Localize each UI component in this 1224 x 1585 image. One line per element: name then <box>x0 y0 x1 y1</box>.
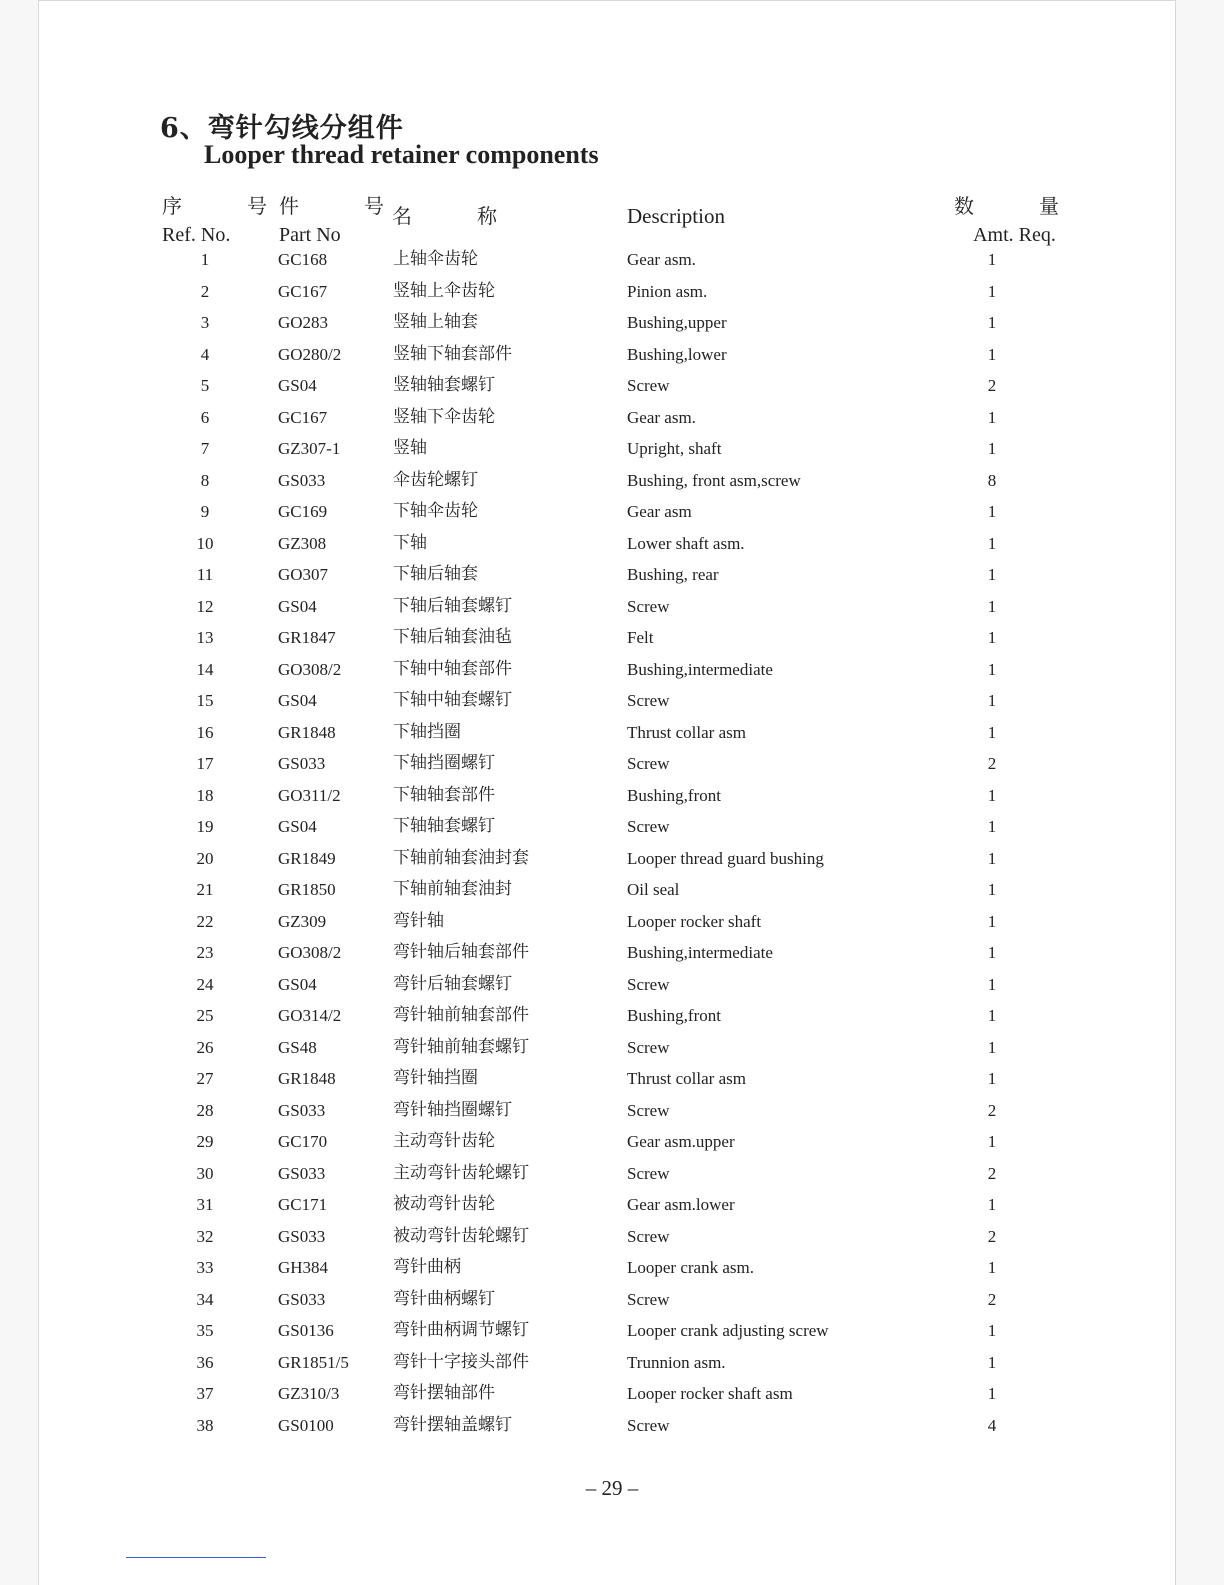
ref-cell: 33 <box>196 1258 214 1277</box>
name-cn-cell: 弯针摆轴盖螺钉 <box>393 1414 512 1435</box>
ref-cell: 27 <box>196 1069 214 1088</box>
name-cn-cell: 下轴 <box>393 532 427 553</box>
header-amount <box>940 193 1089 249</box>
description-cell: Screw <box>627 1100 670 1120</box>
ref-cell: 15 <box>196 691 214 710</box>
part-no-cell: GS04 <box>278 376 317 395</box>
table-row <box>0 465 1224 497</box>
name-cn-cell: 竖轴下伞齿轮 <box>393 406 495 427</box>
ref-cell: 28 <box>196 1100 214 1120</box>
table-row <box>0 307 1224 339</box>
table-row <box>0 1347 1224 1379</box>
part-no-cell: GO283 <box>278 313 329 332</box>
amount-cell: 1 <box>987 439 997 458</box>
part-no-cell: GC169 <box>278 502 328 521</box>
part-no-cell: GZ308 <box>278 533 327 553</box>
table-row <box>0 370 1224 402</box>
table-row <box>0 1410 1224 1442</box>
table-row <box>0 1126 1224 1158</box>
description-cell: Screw <box>627 376 670 395</box>
name-cn-cell: 主动弯针齿轮螺钉 <box>393 1162 529 1183</box>
amount-cell: 1 <box>987 1258 997 1277</box>
amount-cell: 2 <box>987 1100 997 1120</box>
amount-cell: 1 <box>987 1195 997 1214</box>
table-row <box>0 1063 1224 1095</box>
page-number: – 29 – <box>585 1476 639 1500</box>
ref-cell: 12 <box>196 596 214 616</box>
footer-rule <box>126 1557 266 1558</box>
amount-cell: 2 <box>987 754 997 773</box>
part-no-cell: GC168 <box>278 250 328 269</box>
amount-cell: 1 <box>987 1037 997 1057</box>
table-row <box>0 811 1224 843</box>
part-no-cell: GS033 <box>278 754 326 773</box>
description-cell: Gear asm.lower <box>627 1195 735 1214</box>
name-cn-cell: 弯针轴后轴套部件 <box>393 942 529 962</box>
table-row <box>0 1252 1224 1284</box>
ref-cell: 5 <box>200 376 210 395</box>
table-row <box>0 591 1224 623</box>
description-cell: Looper rocker shaft asm <box>627 1384 793 1403</box>
table-row <box>0 1284 1224 1316</box>
table-row <box>0 402 1224 434</box>
name-cn-cell: 弯针轴 <box>393 910 444 931</box>
part-no-cell: GC167 <box>278 281 328 301</box>
name-cn-cell: 弯针轴前轴套部件 <box>393 1005 529 1025</box>
ref-cell: 8 <box>200 470 210 490</box>
name-cn-cell: 下轴伞齿轮 <box>393 501 478 521</box>
description-cell: Screw <box>627 974 670 994</box>
table-row <box>0 276 1224 308</box>
part-no-cell: GS04 <box>278 817 317 836</box>
amount-cell: 2 <box>987 1163 997 1183</box>
table-row <box>0 559 1224 591</box>
part-no-cell: GR1848 <box>278 1069 336 1088</box>
amount-cell: 1 <box>987 722 997 742</box>
ref-cell: 19 <box>196 817 214 836</box>
name-cn-cell: 下轴挡圈 <box>393 721 461 742</box>
name-cn-cell: 弯针曲柄 <box>393 1257 461 1277</box>
part-no-cell: GS033 <box>278 1100 326 1120</box>
part-no-cell: GO311/2 <box>278 785 341 805</box>
header-description: Description <box>627 204 725 228</box>
description-cell: Thrust collar asm <box>627 1069 746 1088</box>
ref-cell: 24 <box>196 974 214 994</box>
amount-cell: 1 <box>987 911 997 931</box>
name-cn-cell: 竖轴 <box>393 438 427 458</box>
table-row <box>0 496 1224 528</box>
description-cell: Bushing,lower <box>627 344 727 364</box>
amount-cell: 1 <box>987 880 997 899</box>
amount-cell: 1 <box>987 1384 997 1403</box>
ref-cell: 3 <box>200 313 210 332</box>
name-cn-cell: 下轴后轴套油毡 <box>393 627 512 647</box>
header-part-en: Part No <box>279 224 341 246</box>
part-no-cell: GS033 <box>278 1163 326 1183</box>
description-cell: Screw <box>627 596 670 616</box>
amount-cell: 8 <box>987 470 997 490</box>
ref-cell: 11 <box>196 565 214 584</box>
part-no-cell: GS04 <box>278 691 317 710</box>
name-cn-cell: 上轴伞齿轮 <box>393 249 478 269</box>
ref-cell: 31 <box>196 1195 214 1214</box>
ref-cell: 21 <box>196 880 214 899</box>
amount-cell: 1 <box>987 1006 997 1025</box>
description-cell: Bushing, rear <box>627 565 719 584</box>
ref-cell: 20 <box>196 848 214 868</box>
description-cell: Bushing,intermediate <box>627 659 773 679</box>
name-cn-cell: 被动弯针齿轮螺钉 <box>393 1225 529 1246</box>
name-cn-cell: 竖轴下轴套部件 <box>393 343 512 364</box>
table-row <box>0 1032 1224 1064</box>
table-row <box>0 1189 1224 1221</box>
amount-cell: 4 <box>987 1415 997 1435</box>
part-no-cell: GZ309 <box>278 911 327 931</box>
table-row <box>0 780 1224 812</box>
ref-cell: 23 <box>196 943 214 962</box>
header-ref <box>162 193 297 249</box>
table-row <box>0 937 1224 969</box>
header-part-cn: 件 号 <box>279 196 414 218</box>
ref-cell: 4 <box>200 344 210 364</box>
part-no-cell: GC170 <box>278 1132 328 1151</box>
ref-cell: 7 <box>200 439 210 458</box>
table-row <box>0 1221 1224 1253</box>
description-cell: Screw <box>627 1163 670 1183</box>
table-row <box>0 654 1224 686</box>
header-amount-cn: 数 量 <box>954 196 1089 218</box>
table-row <box>0 717 1224 749</box>
amount-cell: 1 <box>987 974 997 994</box>
ref-cell: 35 <box>196 1321 214 1340</box>
name-cn-cell: 下轴轴套螺钉 <box>393 816 495 836</box>
part-no-cell: GR1850 <box>278 880 336 899</box>
name-cn-cell: 竖轴上伞齿轮 <box>393 280 495 301</box>
table-row <box>0 622 1224 654</box>
part-no-cell: GR1847 <box>278 628 336 647</box>
part-no-cell: GH384 <box>278 1258 329 1277</box>
description-cell: Screw <box>627 1226 670 1246</box>
amount-cell: 1 <box>987 817 997 836</box>
ref-cell: 1 <box>200 250 210 269</box>
ref-cell: 18 <box>196 785 214 805</box>
name-cn-cell: 伞齿轮螺钉 <box>393 469 478 490</box>
description-cell: Bushing,intermediate <box>627 943 773 962</box>
description-cell: Gear asm. <box>627 250 696 269</box>
table-row <box>0 1095 1224 1127</box>
amount-cell: 2 <box>987 1289 997 1309</box>
name-cn-cell: 下轴后轴套 <box>393 564 478 584</box>
ref-cell: 10 <box>196 533 214 553</box>
part-no-cell: GS033 <box>278 470 326 490</box>
description-cell: Bushing,front <box>627 785 721 805</box>
amount-cell: 1 <box>987 596 997 616</box>
description-cell: Screw <box>627 754 670 773</box>
table-row <box>0 528 1224 560</box>
ref-cell: 16 <box>196 722 214 742</box>
amount-cell: 2 <box>987 1226 997 1246</box>
amount-cell: 1 <box>987 502 997 521</box>
header-name-cn: 名 称 <box>392 206 527 228</box>
part-no-cell: GO308/2 <box>278 659 342 679</box>
ref-cell: 22 <box>196 911 214 931</box>
name-cn-cell: 竖轴轴套螺钉 <box>393 375 495 395</box>
ref-cell: 2 <box>200 281 210 301</box>
header-ref-cn: 序 号 <box>162 196 297 218</box>
name-cn-cell: 竖轴上轴套 <box>393 312 478 332</box>
ref-cell: 37 <box>196 1384 214 1403</box>
ref-cell: 26 <box>196 1037 214 1057</box>
description-cell: Looper crank asm. <box>627 1258 754 1277</box>
name-cn-cell: 弯针摆轴部件 <box>393 1383 495 1403</box>
description-cell: Bushing,upper <box>627 313 727 332</box>
amount-cell: 1 <box>987 848 997 868</box>
part-no-cell: GO280/2 <box>278 344 342 364</box>
part-no-cell: GS04 <box>278 596 317 616</box>
name-cn-cell: 弯针曲柄螺钉 <box>393 1288 495 1309</box>
ref-cell: 25 <box>196 1006 214 1025</box>
name-cn-cell: 弯针十字接头部件 <box>393 1351 529 1372</box>
table-row <box>0 1378 1224 1410</box>
amount-cell: 1 <box>987 691 997 710</box>
amount-cell: 1 <box>987 943 997 962</box>
part-no-cell: GO307 <box>278 565 329 584</box>
table-row <box>0 433 1224 465</box>
part-no-cell: GS0136 <box>278 1321 334 1340</box>
description-cell: Screw <box>627 1415 670 1435</box>
part-no-cell: GS04 <box>278 974 317 994</box>
table-row <box>0 1315 1224 1347</box>
ref-cell: 34 <box>196 1289 214 1309</box>
name-cn-cell: 弯针轴挡圈螺钉 <box>393 1099 512 1120</box>
header-ref-en: Ref. No. <box>162 224 231 246</box>
description-cell: Trunnion asm. <box>627 1352 726 1372</box>
amount-cell: 2 <box>987 376 997 395</box>
ref-cell: 6 <box>200 407 210 427</box>
part-no-cell: GS033 <box>278 1226 326 1246</box>
amount-cell: 1 <box>987 1132 997 1151</box>
amount-cell: 1 <box>987 281 997 301</box>
description-cell: Gear asm.upper <box>627 1132 735 1151</box>
description-cell: Looper rocker shaft <box>627 911 762 931</box>
description-cell: Screw <box>627 691 670 710</box>
description-cell: Bushing,front <box>627 1006 721 1025</box>
parts-table <box>0 244 1224 1441</box>
amount-cell: 1 <box>987 785 997 805</box>
header-amount-en: Amt. Req. <box>973 224 1056 246</box>
name-cn-cell: 下轴前轴套油封 <box>393 879 512 899</box>
amount-cell: 1 <box>987 1321 997 1340</box>
name-cn-cell: 弯针后轴套螺钉 <box>393 973 512 994</box>
amount-cell: 1 <box>987 533 997 553</box>
description-cell: Thrust collar asm <box>627 722 746 742</box>
part-no-cell: GZ307-1 <box>278 439 341 458</box>
part-no-cell: GR1848 <box>278 722 336 742</box>
ref-cell: 17 <box>196 754 214 773</box>
name-cn-cell: 弯针轴前轴套螺钉 <box>393 1036 529 1057</box>
table-row <box>0 685 1224 717</box>
ref-cell: 38 <box>196 1415 214 1435</box>
part-no-cell: GR1849 <box>278 848 336 868</box>
name-cn-cell: 下轴中轴套部件 <box>393 658 512 679</box>
ref-cell: 30 <box>196 1163 214 1183</box>
description-cell: Pinion asm. <box>627 281 708 301</box>
description-cell: Looper thread guard bushing <box>627 848 824 868</box>
description-cell: Felt <box>627 628 654 647</box>
section-title-en: Looper thread retainer components <box>204 140 599 169</box>
table-row <box>0 244 1224 276</box>
amount-cell: 1 <box>987 659 997 679</box>
name-cn-cell: 下轴前轴套油封套 <box>393 847 529 868</box>
table-row <box>0 1000 1224 1032</box>
part-no-cell: GO308/2 <box>278 943 342 962</box>
name-cn-cell: 主动弯针齿轮 <box>393 1131 495 1151</box>
name-cn-cell: 下轴挡圈螺钉 <box>393 753 495 773</box>
table-row <box>0 906 1224 938</box>
amount-cell: 1 <box>987 250 997 269</box>
part-no-cell: GC171 <box>278 1195 328 1214</box>
description-cell: Looper crank adjusting screw <box>627 1321 829 1340</box>
name-cn-cell: 弯针轴挡圈 <box>393 1068 478 1088</box>
description-cell: Oil seal <box>627 880 680 899</box>
table-row <box>0 1158 1224 1190</box>
part-no-cell: GS033 <box>278 1289 326 1309</box>
ref-cell: 13 <box>196 628 214 647</box>
description-cell: Gear asm. <box>627 407 696 427</box>
table-row <box>0 339 1224 371</box>
table-row <box>0 843 1224 875</box>
amount-cell: 1 <box>987 628 997 647</box>
part-no-cell: GS48 <box>278 1037 317 1057</box>
amount-cell: 1 <box>987 565 997 584</box>
ref-cell: 36 <box>196 1352 214 1372</box>
name-cn-cell: 下轴后轴套螺钉 <box>393 595 512 616</box>
description-cell: Lower shaft asm. <box>627 533 745 553</box>
ref-cell: 29 <box>196 1132 214 1151</box>
ref-cell: 9 <box>200 502 210 521</box>
ref-cell: 14 <box>196 659 214 679</box>
description-cell: Screw <box>627 1289 670 1309</box>
amount-cell: 1 <box>987 407 997 427</box>
part-no-cell: GS0100 <box>278 1415 334 1435</box>
description-cell: Screw <box>627 817 670 836</box>
table-row <box>0 874 1224 906</box>
table-row <box>0 748 1224 780</box>
ref-cell: 32 <box>196 1226 214 1246</box>
description-cell: Bushing, front asm,screw <box>627 470 801 490</box>
amount-cell: 1 <box>987 344 997 364</box>
name-cn-cell: 弯针曲柄调节螺钉 <box>393 1320 529 1340</box>
description-cell: Screw <box>627 1037 670 1057</box>
amount-cell: 1 <box>987 313 997 332</box>
description-cell: Gear asm <box>627 502 692 521</box>
description-cell: Upright, shaft <box>627 439 722 458</box>
amount-cell: 1 <box>987 1069 997 1088</box>
table-row <box>0 969 1224 1001</box>
part-no-cell: GZ310/3 <box>278 1384 340 1403</box>
part-no-cell: GC167 <box>278 407 328 427</box>
name-cn-cell: 下轴轴套部件 <box>393 784 495 805</box>
part-no-cell: GO314/2 <box>278 1006 342 1025</box>
part-no-cell: GR1851/5 <box>278 1352 349 1372</box>
section-title-cn: 6、弯针勾线分组件 <box>160 113 404 144</box>
amount-cell: 1 <box>987 1352 997 1372</box>
name-cn-cell: 下轴中轴套螺钉 <box>393 690 512 710</box>
name-cn-cell: 被动弯针齿轮 <box>393 1194 495 1214</box>
